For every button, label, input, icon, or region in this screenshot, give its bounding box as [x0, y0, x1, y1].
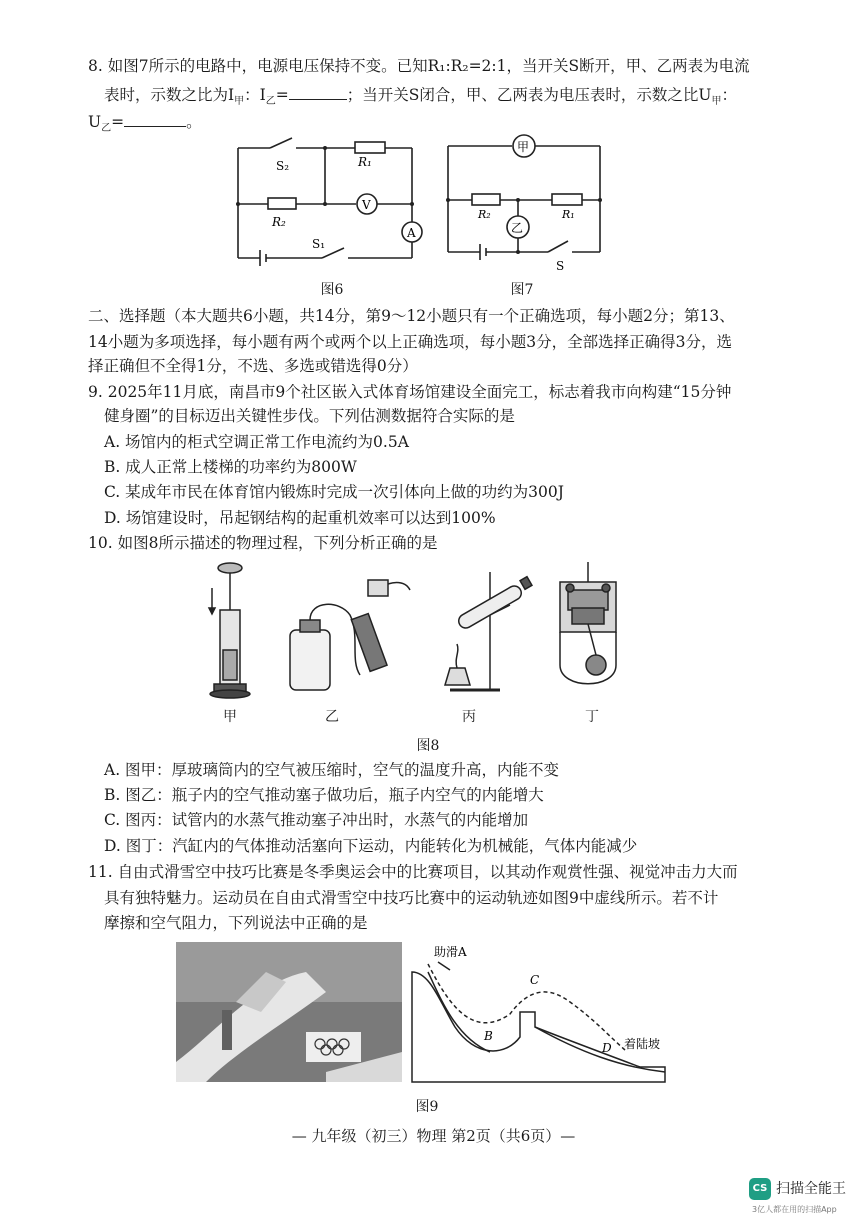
fig9-label-landing: 着陆坡: [624, 1037, 661, 1051]
q8-line1: 8. 如图7所示的电路中，电源电压保持不变。已知R₁:R₂=2:1，当开关S断开，甲、乙两表为电流: [88, 57, 750, 75]
fig9-label-d: D: [602, 1041, 612, 1055]
figure-9-trajectory-diagram: [410, 942, 670, 1084]
fig8-label-bing: 丙: [462, 709, 476, 725]
camscanner-name: 扫描全能王: [776, 1181, 846, 1197]
fig8-label-yi: 乙: [325, 709, 339, 725]
fig7-label-r2: R₂: [478, 208, 491, 221]
ammeter-symbol: A: [407, 226, 416, 240]
q11-line3: 摩擦和空气阻力，下列说法中正确的是: [104, 914, 368, 932]
answer-blank-1: [289, 83, 347, 100]
q10-line1: 10. 如图8所示描述的物理过程，下列分析正确的是: [88, 534, 438, 552]
q11-line2: 具有独特魅力。运动员在自由式滑雪空中技巧比赛中的运动轨迹如图9中虚线所示。若不计: [104, 889, 719, 907]
air-compression-cylinder-image: [209, 563, 250, 698]
answer-blank-2: [124, 110, 186, 127]
q9-option-c: C. 某成年市民在体育馆内锻炼时完成一次引体向上做的功约为300J: [104, 483, 564, 501]
q10-option-c: C. 图丙：试管内的水蒸气推动塞子冲出时，水蒸气的内能增加: [104, 811, 529, 829]
camscanner-logo-icon: CS: [749, 1178, 771, 1200]
camscanner-tagline: 3亿人都在用的扫描App: [752, 1205, 837, 1214]
fig6-caption: 图6: [320, 282, 344, 298]
fig9-label-b: B: [484, 1029, 493, 1043]
fig6-label-r2: R₂: [272, 215, 286, 229]
fig9-label-c: C: [530, 973, 540, 987]
q10-option-a: A. 图甲：厚玻璃筒内的空气被压缩时，空气的温度升高，内能不变: [104, 761, 560, 779]
fig9-caption: 图9: [415, 1099, 439, 1115]
fig6-label-s2: S₂: [276, 159, 290, 173]
figure-6-circuit: [230, 130, 430, 275]
q8-line3: $U_乙=$ 。: [88, 110, 202, 140]
section2-line1: 二、选择题（本大题共6小题，共14分，第9～12小题只有一个正确选项，每小题2分；第13、: [88, 307, 735, 325]
fig7-caption: 图7: [510, 282, 534, 298]
q10-option-d: D. 图丁：汽缸内的气体推动活塞向下运动，内能转化为机械能，气体内能减少: [104, 837, 638, 855]
fig9-label-start: 助滑A: [434, 945, 467, 959]
q9-line1: 9. 2025年11月底，南昌市9个社区嵌入式体育场馆建设全面完工，标志着我市向构建“15分钟: [88, 383, 732, 401]
q11-line1: 11. 自由式滑雪空中技巧比赛是冬季奥运会中的比赛项目，以其动作观赏性强、视觉冲击力大而: [88, 863, 738, 881]
q8-line2: 表时，示数之比为$I_甲$：$I_乙=$ ；当开关S闭合，甲、乙两表为电压表时，示数之比$U_甲$：: [104, 83, 737, 113]
q9-option-b: B. 成人正常上楼梯的功率约为800W: [104, 458, 357, 476]
q10-option-b: B. 图乙：瓶子内的空气推动塞子做功后，瓶子内空气的内能增大: [104, 786, 544, 804]
voltmeter-symbol: V: [362, 198, 371, 212]
figure-7-circuit: [440, 130, 615, 275]
fig7-label-s: S: [556, 259, 565, 273]
fig7-label-r1: R₁: [562, 208, 575, 221]
section2-line2: 14小题为多项选择，每小题有两个或两个以上正确选项，每小题3分，全部选择正确得3分，选: [88, 333, 732, 351]
q9-option-d: D. 场馆建设时，吊起钢结构的起重机效率可以达到100%: [104, 509, 496, 527]
ski-jump-photo: [176, 942, 402, 1082]
fig6-label-r1: R₁: [358, 155, 372, 169]
engine-cylinder-image: [560, 562, 616, 684]
fig7-meter-yi: 乙: [511, 221, 524, 235]
fig8-label-jia: 甲: [223, 709, 237, 725]
bottle-and-pump-image: [290, 580, 410, 690]
fig8-caption: 图8: [416, 738, 440, 754]
fig8-label-ding: 丁: [585, 709, 599, 725]
q9-option-a: A. 场馆内的柜式空调正常工作电流约为0.5A: [104, 433, 409, 451]
page-footer: — 九年级（初三）物理 第2页（共6页）—: [291, 1127, 576, 1145]
fig6-label-s1: S₁: [312, 237, 326, 251]
fig7-meter-jia: 甲: [517, 140, 530, 154]
section2-line3: 择正确但不全得1分，不选、多选或错选得0分）: [88, 357, 418, 375]
figure-8-images: [200, 560, 620, 705]
test-tube-stand-image: [445, 572, 532, 690]
q9-line2: 健身圈”的目标迈出关键性步伐。下列估测数据符合实际的是: [104, 407, 515, 425]
